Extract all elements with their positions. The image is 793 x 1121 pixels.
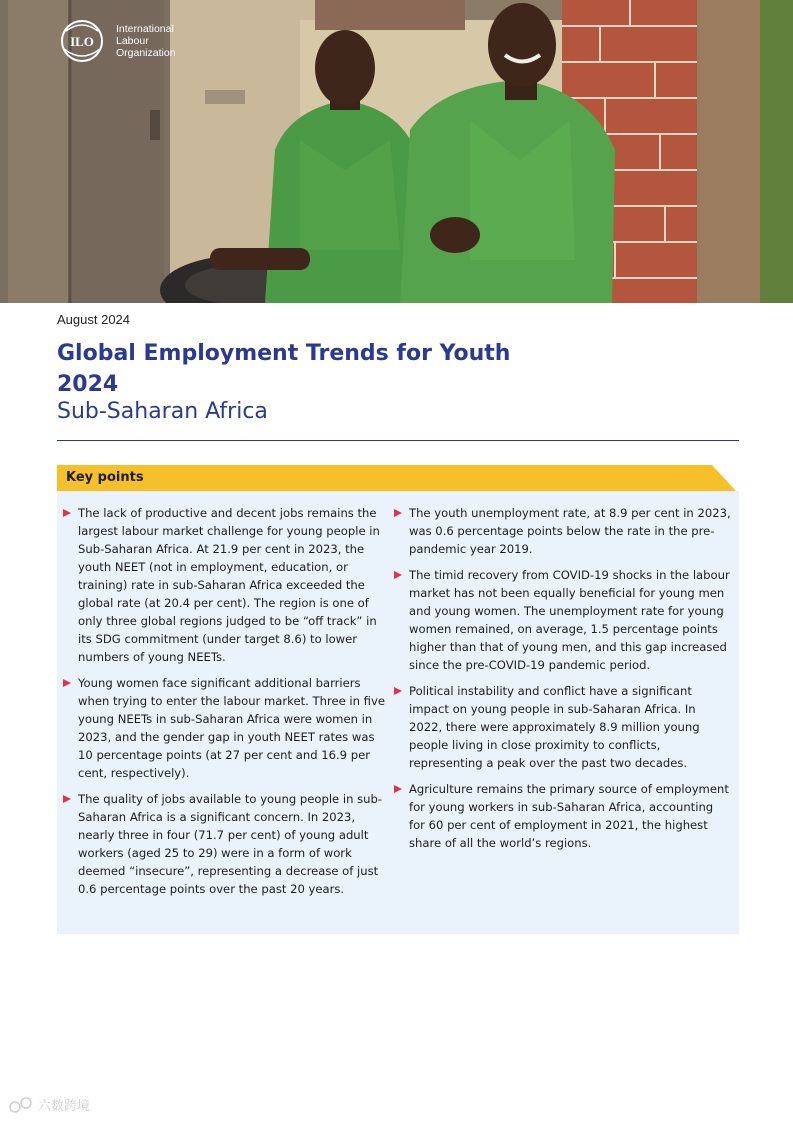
ilo-logo xyxy=(56,18,196,64)
publication-date: August 2024 xyxy=(57,312,131,327)
key-point-item xyxy=(394,780,732,852)
key-point-item xyxy=(63,790,385,898)
watermark xyxy=(8,1095,90,1114)
triangle-bullet-icon xyxy=(394,687,402,695)
key-point-text: The lack of productive and decent jobs remains the largest labour market challenge for young people in Sub-Saharan Africa. At 21.9 per cent in 2023, the youth NEET (not in employment, education, or training) rate in sub-Saharan Africa exceeded the global rate (at 20.4 per cent). The region is one of only three global regions judged to be “off track” in its SDG commitment (under target 8.6) to lower numbers of young NEETs. xyxy=(78,506,380,664)
key-point-text: The youth unemployment rate, at 8.9 per cent in 2023, was 0.6 percentage points below the rate in the pre-pandemic year 2019. xyxy=(409,506,731,556)
key-point-item xyxy=(394,682,732,772)
triangle-bullet-icon xyxy=(63,509,71,517)
triangle-bullet-icon xyxy=(394,509,402,517)
watermark-text: 六数跨境 xyxy=(38,1099,91,1114)
triangle-bullet-icon xyxy=(63,679,71,687)
key-point-text: Agriculture remains the primary source of employment for young workers in sub-Saharan Africa, accounting for 60 per cent of employment in 2021, the highest share of all the world’s regions. xyxy=(409,782,729,850)
key-point-item xyxy=(394,504,732,558)
svg-text:ILO: ILO xyxy=(70,34,94,49)
key-points-box xyxy=(57,491,739,934)
key-points-left-column xyxy=(63,504,385,906)
key-points-right-column xyxy=(394,504,732,860)
watermark-logo-icon xyxy=(8,1096,34,1114)
ilo-org-name: International Labour Organization xyxy=(116,23,176,59)
page-title: Global Employment Trends for Youth 2024 xyxy=(57,341,511,397)
key-point-text: The timid recovery from COVID-19 shocks in the labour market has not been equally beneficial for young men and young women. The unemployment rate for young women remained, on average, 1.5 percentage points higher than that of young men, and this gap increased since the pre-COVID-19 pandemic period. xyxy=(409,568,730,672)
key-point-text: The quality of jobs available to young people in sub-Saharan Africa is a significant concern. In 2023, nearly three in four (71.7 per cent) of young adult workers (aged 25 to 29) were in a form of work deemed “insecure”, representing a decrease of just 0.6 percentage points over the past 20 years. xyxy=(78,792,383,896)
triangle-bullet-icon xyxy=(63,795,71,803)
key-points-heading: Key points xyxy=(66,470,144,485)
key-point-text: Young women face significant additional barriers when trying to enter the labour market. Three in five young NEETs in sub-Saharan Africa were women in 2023, and the gender gap in youth NEET rates was 10 percentage points (at 27 per cent and 16.9 per cent, respectively). xyxy=(78,676,385,780)
triangle-bullet-icon xyxy=(394,571,402,579)
key-point-item xyxy=(63,504,385,666)
key-point-text: Political instability and conflict have a significant impact on young people in sub-Saharan Africa. In 2022, there were approximately 8.9 million young people living in close proximity to conflicts, representing a peak over the past two decades. xyxy=(409,684,700,770)
key-point-item xyxy=(63,674,385,782)
page-subtitle: Sub-Saharan Africa xyxy=(57,399,268,424)
header-divider xyxy=(57,440,739,441)
triangle-bullet-icon xyxy=(394,785,402,793)
heading-bar-shape xyxy=(57,465,739,491)
ilo-emblem-icon xyxy=(56,19,108,63)
key-point-item xyxy=(394,566,732,674)
key-points-heading-bar xyxy=(57,465,739,491)
cover-photo xyxy=(0,0,793,303)
